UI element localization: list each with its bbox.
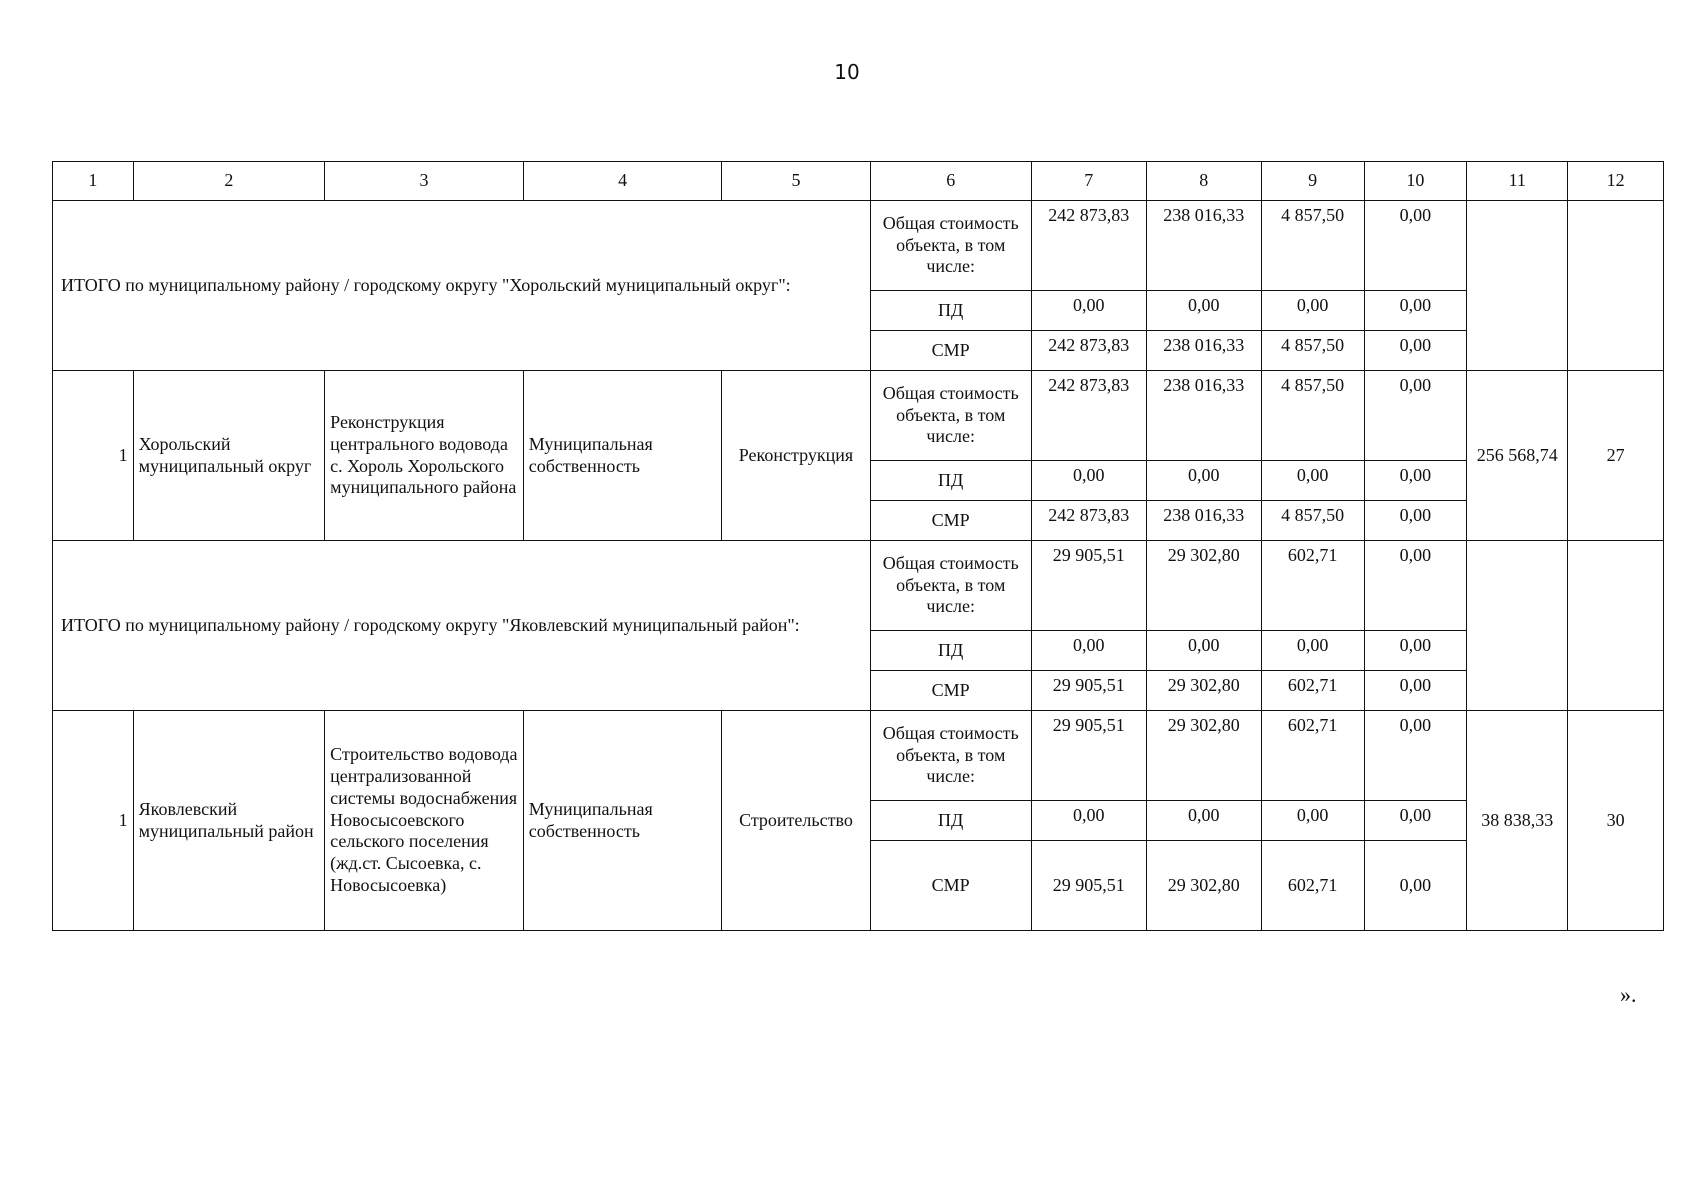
value-cell: 0,00 <box>1031 801 1146 841</box>
value-cell: 242 873,83 <box>1031 371 1146 461</box>
value-cell: 0,00 <box>1364 711 1467 801</box>
table-header-row <box>53 162 1664 201</box>
item-object: Строительство водовода централизованной системы водоснабжения Новосысоевского сельского поселения (жд.ст. Сысоевка, с. Новосысоевка) <box>325 711 524 931</box>
item-col11: 256 568,74 <box>1467 371 1568 541</box>
item-district: Хорольский муниципальный округ <box>133 371 325 541</box>
value-cell: 0,00 <box>1364 371 1467 461</box>
item-total-row <box>53 711 1664 801</box>
value-cell: 242 873,83 <box>1031 331 1146 371</box>
item-work-type: Строительство <box>722 711 870 931</box>
row-type-total: Общая стоимость объекта, в том числе: <box>870 371 1031 461</box>
item-number: 1 <box>53 371 134 541</box>
value-cell: 0,00 <box>1031 631 1146 671</box>
value-cell: 238 016,33 <box>1146 371 1261 461</box>
empty-cell <box>1568 541 1664 711</box>
column-header: 6 <box>870 162 1031 201</box>
value-cell: 602,71 <box>1261 841 1364 931</box>
value-cell: 238 016,33 <box>1146 201 1261 291</box>
item-object: Реконструкция центрального водовода с. Хороль Хорольского муниципального района <box>325 371 524 541</box>
value-cell: 29 905,51 <box>1031 671 1146 711</box>
value-cell: 0,00 <box>1031 291 1146 331</box>
empty-cell <box>1467 541 1568 711</box>
column-header: 2 <box>133 162 325 201</box>
value-cell: 0,00 <box>1261 291 1364 331</box>
row-type-pd: ПД <box>870 631 1031 671</box>
column-header: 1 <box>53 162 134 201</box>
item-col11: 38 838,33 <box>1467 711 1568 931</box>
value-cell: 0,00 <box>1364 541 1467 631</box>
value-cell: 0,00 <box>1261 461 1364 501</box>
value-cell: 242 873,83 <box>1031 201 1146 291</box>
value-cell: 4 857,50 <box>1261 331 1364 371</box>
row-type-pd: ПД <box>870 461 1031 501</box>
column-header: 5 <box>722 162 870 201</box>
value-cell: 238 016,33 <box>1146 501 1261 541</box>
value-cell: 29 905,51 <box>1031 711 1146 801</box>
item-ownership: Муниципальная собственность <box>523 371 722 541</box>
value-cell: 0,00 <box>1364 331 1467 371</box>
row-type-total: Общая стоимость объекта, в том числе: <box>870 711 1031 801</box>
row-type-pd: ПД <box>870 291 1031 331</box>
column-header: 10 <box>1364 162 1467 201</box>
group-total-label: ИТОГО по муниципальному району / городскому округу "Хорольский муниципальный округ": <box>53 201 871 371</box>
value-cell: 0,00 <box>1364 201 1467 291</box>
value-cell: 29 302,80 <box>1146 541 1261 631</box>
value-cell: 242 873,83 <box>1031 501 1146 541</box>
value-cell: 0,00 <box>1364 671 1467 711</box>
row-type-smr: СМР <box>870 331 1031 371</box>
value-cell: 0,00 <box>1364 461 1467 501</box>
value-cell: 4 857,50 <box>1261 501 1364 541</box>
value-cell: 29 905,51 <box>1031 541 1146 631</box>
value-cell: 602,71 <box>1261 671 1364 711</box>
row-type-total: Общая стоимость объекта, в том числе: <box>870 541 1031 631</box>
row-type-smr: СМР <box>870 671 1031 711</box>
value-cell: 0,00 <box>1146 461 1261 501</box>
row-type-pd: ПД <box>870 801 1031 841</box>
group-total-label: ИТОГО по муниципальному району / городскому округу "Яковлевский муниципальный район": <box>53 541 871 711</box>
value-cell: 0,00 <box>1364 841 1467 931</box>
value-cell: 0,00 <box>1146 631 1261 671</box>
row-type-smr: СМР <box>870 841 1031 931</box>
value-cell: 0,00 <box>1364 801 1467 841</box>
column-header: 8 <box>1146 162 1261 201</box>
value-cell: 0,00 <box>1364 291 1467 331</box>
column-header: 11 <box>1467 162 1568 201</box>
column-header: 4 <box>523 162 722 201</box>
empty-cell <box>1467 201 1568 371</box>
value-cell: 0,00 <box>1146 801 1261 841</box>
value-cell: 0,00 <box>1261 801 1364 841</box>
value-cell: 0,00 <box>1031 461 1146 501</box>
value-cell: 29 302,80 <box>1146 841 1261 931</box>
column-header: 9 <box>1261 162 1364 201</box>
empty-cell <box>1568 201 1664 371</box>
column-header: 3 <box>325 162 524 201</box>
row-type-smr: СМР <box>870 501 1031 541</box>
item-total-row <box>53 371 1664 461</box>
value-cell: 602,71 <box>1261 541 1364 631</box>
item-work-type: Реконструкция <box>722 371 870 541</box>
value-cell: 238 016,33 <box>1146 331 1261 371</box>
value-cell: 0,00 <box>1146 291 1261 331</box>
value-cell: 0,00 <box>1261 631 1364 671</box>
page-number: 10 <box>834 60 860 84</box>
value-cell: 29 302,80 <box>1146 671 1261 711</box>
closing-quote: ». <box>1620 982 1637 1007</box>
group-total-row <box>53 541 1664 631</box>
column-header: 7 <box>1031 162 1146 201</box>
group-total-row <box>53 201 1664 291</box>
value-cell: 29 302,80 <box>1146 711 1261 801</box>
value-cell: 29 905,51 <box>1031 841 1146 931</box>
item-ownership: Муниципальная собственность <box>523 711 722 931</box>
value-cell: 0,00 <box>1364 501 1467 541</box>
budget-table <box>52 161 1664 931</box>
value-cell: 602,71 <box>1261 711 1364 801</box>
column-header: 12 <box>1568 162 1664 201</box>
row-type-total: Общая стоимость объекта, в том числе: <box>870 201 1031 291</box>
value-cell: 0,00 <box>1364 631 1467 671</box>
item-col12: 30 <box>1568 711 1664 931</box>
item-col12: 27 <box>1568 371 1664 541</box>
item-number: 1 <box>53 711 134 931</box>
item-district: Яковлевский муниципальный район <box>133 711 325 931</box>
value-cell: 4 857,50 <box>1261 201 1364 291</box>
value-cell: 4 857,50 <box>1261 371 1364 461</box>
